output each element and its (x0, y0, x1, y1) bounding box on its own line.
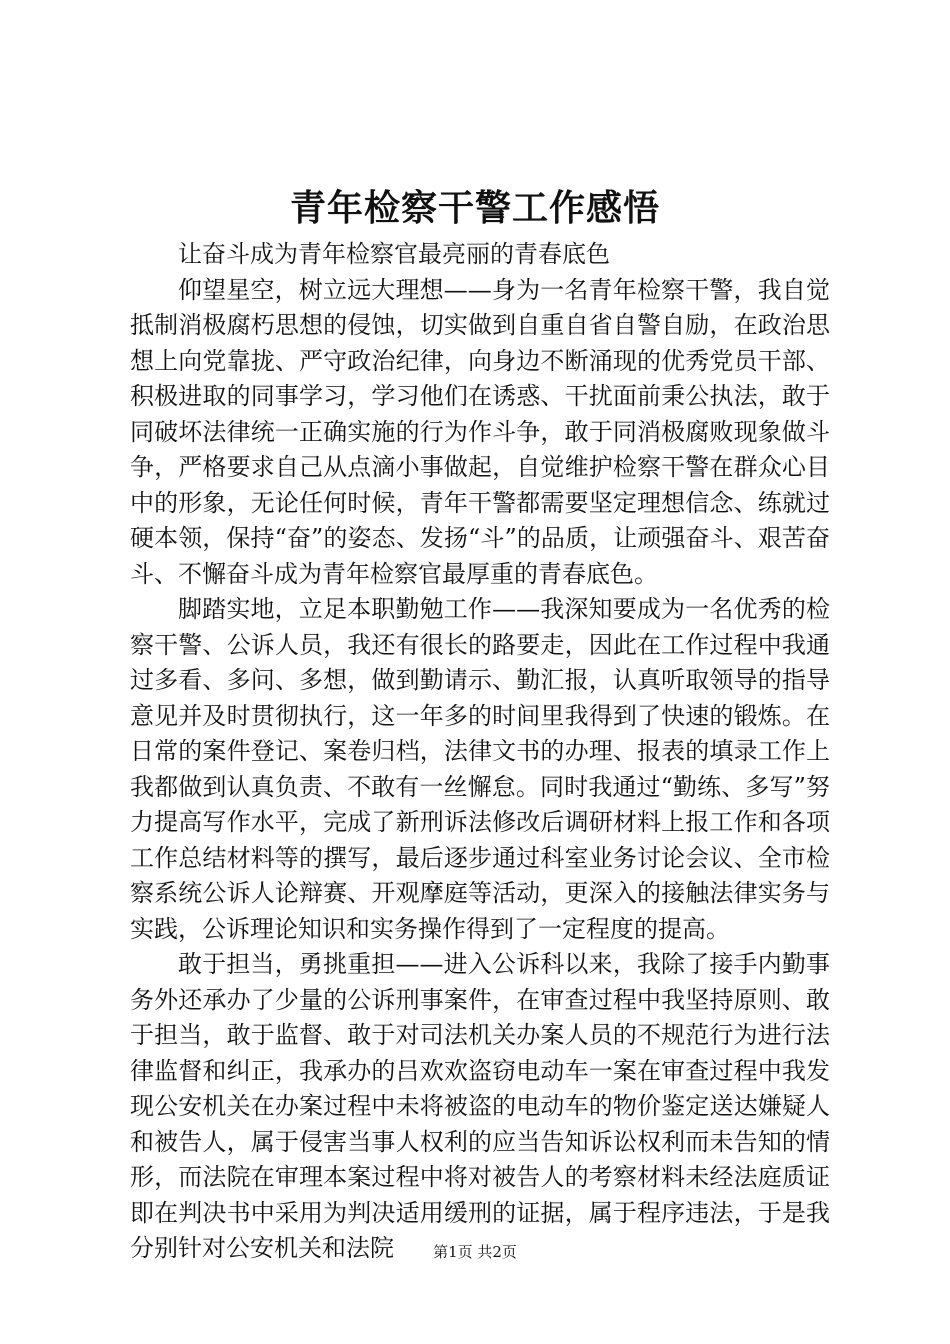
document-title: 青年检察干警工作感悟 (289, 187, 660, 229)
paragraph-1: 仰望星空，树立远大理想——身为一名青年检察干警，我自觉抵制消极腐朽思想的侵蚀，切实做到自重自省自警自励，在政治思想上向党靠拢、严守政治纪律，向身边不断涌现的优秀党员干部、积极进取的同事学习，学习他们在诱惑、干扰面前秉公执法，敢于同破坏法律统一正确实施的行为作斗争，敢于同消极腐败现象做斗争，严格要求自己从点滴小事做起，自觉维护检察干警在群众心目中的形象，无论任何时候，青年干警都需要坚定理想信念、练就过硬本领，保持“奋”的姿态、发扬“斗”的品质，让顽强奋斗、艰苦奋斗、不懈奋斗成为青年检察官最厚重的青春底色。 (130, 275, 830, 588)
document-body (130, 237, 830, 1267)
paragraph-2: 脚踏实地，立足本职勤勉工作——我深知要成为一名优秀的检察干警、公诉人员，我还有很长的路要走，因此在工作过程中我通过多看、多问、多想，做到勤请示、勤汇报，认真听取领导的指导意见并及时贯彻执行，这一年多的时间里我得到了快速的锻炼。在日常的案件登记、案卷归档，法律文书的办理、报表的填录工作上我都做到认真负责、不敢有一丝懈怠。同时我通过“勤练、多写”努力提高写作水平，完成了新刑诉法修改后调研材料上报工作和各项工作总结材料等的撰写，最后逐步通过科室业务讨论会议、全市检察系统公诉人论辩赛、开观摩庭等活动，更深入的接触法律实务与实践，公诉理论知识和实务操作得到了一定程度的提高。 (130, 595, 830, 943)
document-subtitle: 让奋斗成为青年检察官最亮丽的青春底色 (178, 240, 610, 268)
page-number-footer: 第1页 共2页 (433, 1243, 517, 1261)
paragraph-3: 敢于担当，勇挑重担——进入公诉科以来，我除了接手内勤事务外还承办了少量的公诉刑事案件，在审查过程中我坚持原则、敢于担当，敢于监督、敢于对司法机关办案人员的不规范行为进行法律监督和纠正，我承办的吕欢欢盗窃电动车一案在审查过程中我发现公安机关在办案过程中未将被盗的电动车的物价鉴定送达嫌疑人和被告人，属于侵害当事人权利的应当告知诉讼权利而未告知的情形，而法院在审理本案过程中将对被告人的考察材料未经法庭质证即在判决书中采用为判决适用缓刑的证据，属于程序违法，于是我分别针对公安机关和法院 (130, 950, 830, 1262)
